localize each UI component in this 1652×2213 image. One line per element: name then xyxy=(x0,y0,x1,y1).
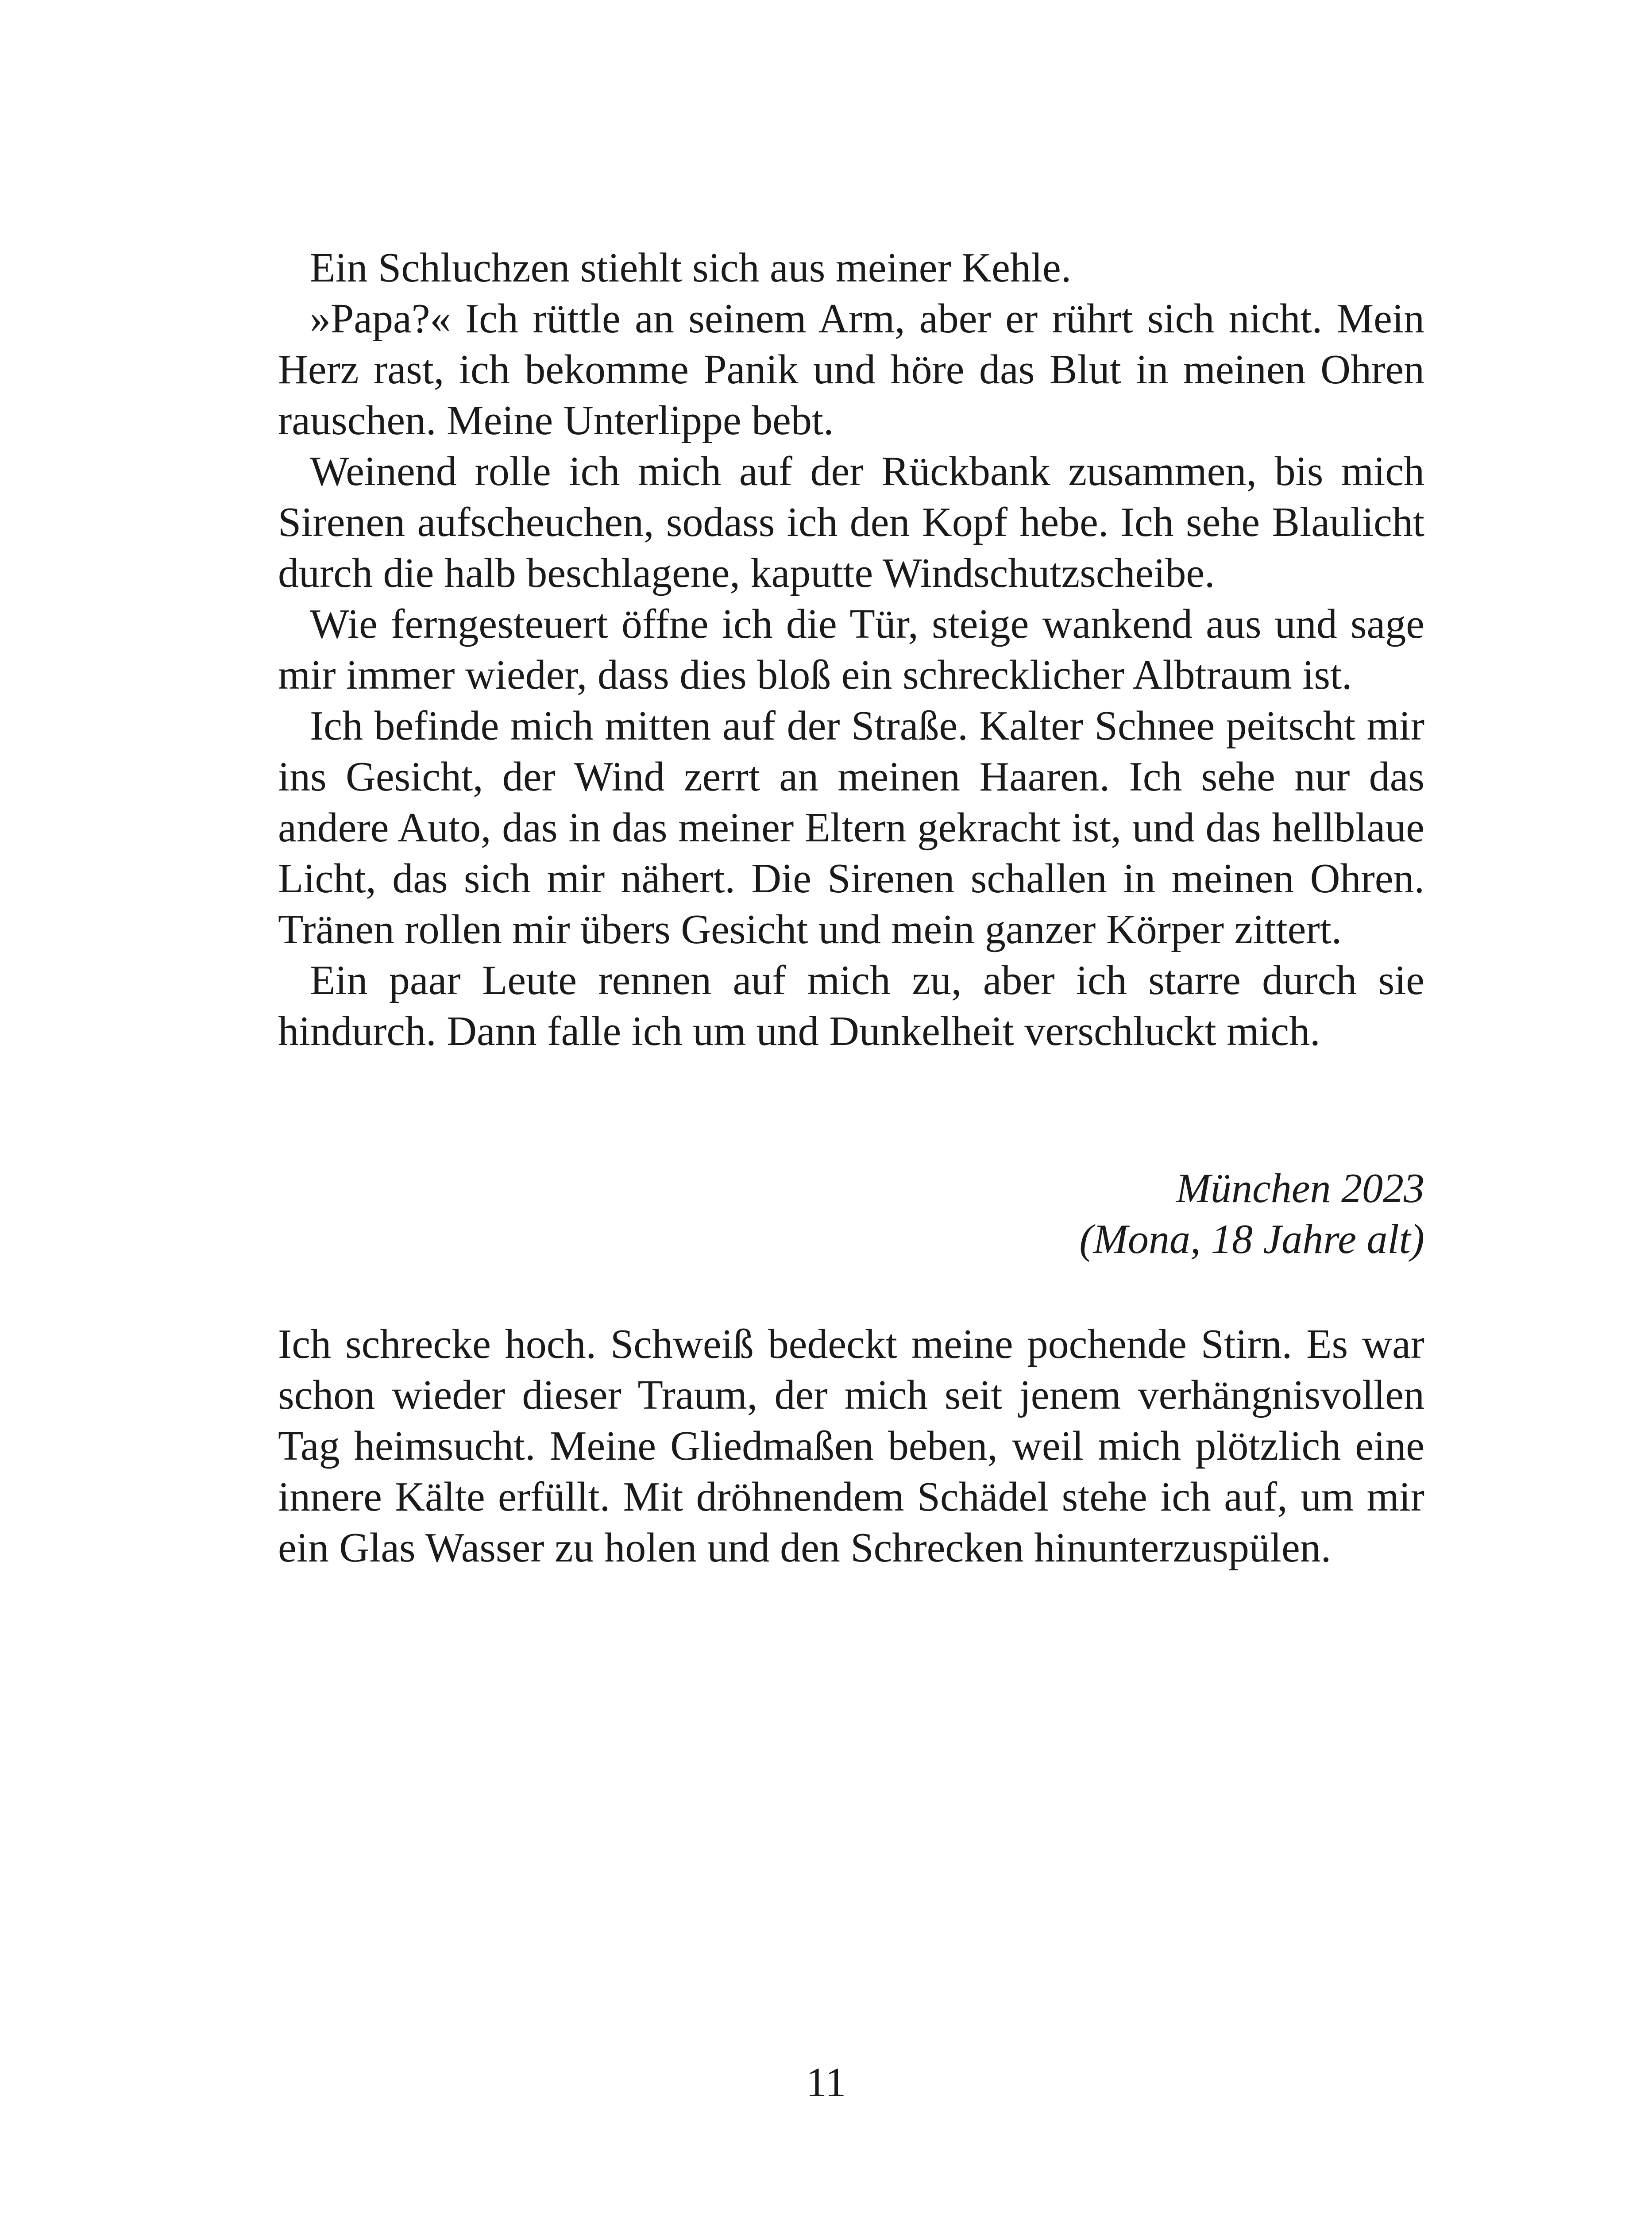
paragraph: Ein Schluchzen stiehlt sich aus meiner Kehle. xyxy=(310,245,1072,291)
scene-dateline xyxy=(278,1163,1424,1265)
paragraph: Ich schrecke hoch. Schweiß bedeckt meine pochende Stirn. Es war schon wieder dieser Traum, der mich seit jenem verhängnisvollen Tag heimsucht. Meine Gliedmaßen beben, weil mich plötzlich eine innere Kälte erfüllt. Mit dröhnendem Schädel stehe ich auf, um mir ein Glas Wasser zu holen und den Schrecken hinunterzuspülen. xyxy=(278,1321,1424,1571)
paragraph: »Papa?« Ich rüttle an seinem Arm, aber er rührt sich nicht. Mein Herz rast, ich bekomme Panik und höre das Blut in meinen Ohren rauschen. Meine Unterlippe bebt. xyxy=(278,296,1424,443)
chapter-text-section-2 xyxy=(278,1319,1424,1573)
paragraph: Ich befinde mich mitten auf der Straße. Kalter Schnee peitscht mir ins Gesicht, der Wind zerrt an meinen Haaren. Ich sehe nur das andere Auto, das in das meiner Eltern gekracht ist, und das hellblaue Licht, das sich mir nähert. Die Sirenen schallen in meinen Ohren. Tränen rollen mir übers Gesicht und mein ganzer Körper zittert. xyxy=(278,703,1424,952)
dateline-person: (Mona, 18 Jahre alt) xyxy=(1079,1216,1424,1262)
dateline-place-year: München 2023 xyxy=(1176,1165,1424,1211)
paragraph: Ein paar Leute rennen auf mich zu, aber ich starre durch sie hindurch. Dann falle ich um und Dunkelheit verschluckt mich. xyxy=(278,957,1424,1054)
page-number: 11 xyxy=(806,2059,846,2105)
paragraph: Wie ferngesteuert öffne ich die Tür, steige wankend aus und sage mir immer wieder, dass dies bloß ein schrecklicher Albtraum ist. xyxy=(278,601,1424,698)
chapter-text-section-1 xyxy=(278,243,1424,1057)
paragraph: Weinend rolle ich mich auf der Rückbank zusammen, bis mich Sirenen aufscheuchen, sodass ich den Kopf hebe. Ich sehe Blaulicht durch die halb beschlagene, kaputte Windschutzscheibe. xyxy=(278,448,1424,596)
